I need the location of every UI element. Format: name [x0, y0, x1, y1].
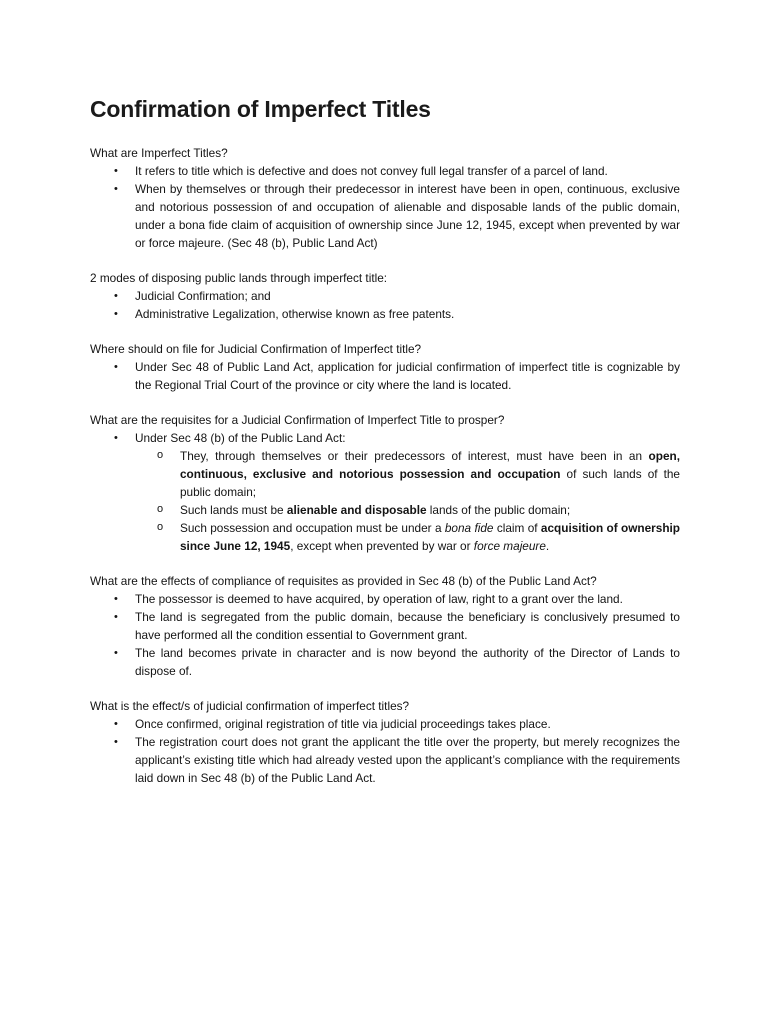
bullet-icon: •: [114, 647, 118, 659]
text-run: Such possession and occupation must be under a: [180, 521, 445, 535]
text-run-italic: bona fide: [444, 521, 494, 535]
bullet-icon: •: [114, 736, 118, 748]
list-item: [90, 644, 680, 680]
section-question: 2 modes of disposing public lands through imperfect title:: [90, 271, 388, 285]
text-run: of such lands of the public domain;: [180, 467, 680, 499]
list-item: [90, 162, 680, 180]
list-item: [90, 715, 680, 733]
section-where-to-file: [90, 340, 680, 394]
list-item-text: The land is segregated from the public domain, because the beneficiary is conclusively presumed to have performed all the condition essential to Government grant.: [135, 610, 680, 642]
list-item-text: Once confirmed, original registration of title via judicial proceedings takes place.: [135, 717, 551, 731]
list-item: [90, 358, 680, 394]
list-item-text: The possessor is deemed to have acquired, by operation of law, right to a grant over the land.: [135, 592, 623, 606]
list-item-text: Under Sec 48 (b) of the Public Land Act:: [135, 431, 346, 445]
bullet-list: [90, 590, 680, 680]
section-requisites: [90, 411, 680, 555]
text-run-bold: open, continuous, exclusive and notorious possession and occupation: [180, 449, 680, 481]
bullet-icon: •: [114, 718, 118, 730]
list-item-text: When by themselves or through their predecessor in interest have been in open, continuous, exclusive and notorious possession of and occupation of alienable and disposable lands of the public domain, under a bona fide claim of acquisition of ownership since June 12, 1945, except when prevented by war or force majeure. (Sec 48 (b), Public Land Act): [135, 182, 680, 250]
list-item: [90, 429, 680, 555]
section-modes: [90, 269, 680, 323]
list-item-text: Judicial Confirmation; and: [135, 289, 271, 303]
text-run-bold: alienable and disposable: [286, 503, 427, 517]
section-question: What are Imperfect Titles?: [90, 146, 228, 160]
sub-list-item: [135, 501, 680, 519]
list-item: [90, 180, 680, 252]
list-item: [90, 733, 680, 787]
circle-bullet-icon: o: [157, 449, 164, 461]
list-item-text: Under Sec 48 of Public Land Act, application for judicial confirmation of imperfect title is cognizable by the Regional Trial Court of the province or city where the land is located.: [135, 360, 680, 392]
sub-list-item: [135, 519, 680, 555]
document-body: [90, 94, 680, 804]
list-item: [90, 305, 680, 323]
bullet-icon: •: [114, 165, 118, 177]
circle-bullet-icon: o: [157, 521, 164, 533]
text-run: .: [545, 539, 550, 553]
section-effect-of-confirmation: [90, 697, 680, 787]
section-question: What are the effects of compliance of requisites as provided in Sec 48 (b) of the Public Land Act?: [90, 574, 597, 588]
document-title: Confirmation of Imperfect Titles: [90, 96, 431, 122]
bullet-icon: •: [114, 290, 118, 302]
section-question: Where should on file for Judicial Confirmation of Imperfect title?: [90, 342, 422, 356]
list-item: [90, 287, 680, 305]
bullet-icon: •: [114, 593, 118, 605]
bullet-icon: •: [114, 432, 118, 444]
section-question: What is the effect/s of judicial confirmation of imperfect titles?: [90, 699, 410, 713]
section-effects-of-compliance: [90, 572, 680, 680]
bullet-icon: •: [114, 183, 118, 195]
text-run: , except when prevented by war or: [290, 539, 474, 553]
text-run: They, through themselves or their predecessors of interest, must have been in an: [180, 449, 649, 463]
list-item: [90, 608, 680, 644]
text-run: lands of the public domain;: [426, 503, 571, 517]
sub-list-item: [135, 447, 680, 501]
list-item-text: Administrative Legalization, otherwise known as free patents.: [135, 307, 455, 321]
sub-bullet-list: [135, 447, 680, 555]
list-item-text: The land becomes private in character and is now beyond the authority of the Director of Lands to dispose of.: [135, 646, 680, 678]
bullet-icon: •: [114, 308, 118, 320]
text-run-italic: force majeure: [473, 539, 546, 553]
text-run: Such lands must be: [180, 503, 287, 517]
bullet-list: [90, 429, 680, 555]
list-item: [90, 590, 680, 608]
circle-bullet-icon: o: [157, 503, 164, 515]
bullet-list: [90, 287, 680, 323]
text-run-bold: since June 12, 1945: [180, 539, 291, 553]
bullet-list: [90, 715, 680, 787]
bullet-list: [90, 162, 680, 252]
list-item-text: It refers to title which is defective and does not convey full legal transfer of a parcel of land.: [135, 164, 608, 178]
list-item-text: The registration court does not grant the applicant the title over the property, but merely recognizes the applicant’s existing title which had already vested upon the applicant’s compliance with the requirements laid down in Sec 48 (b) of the Public Land Act.: [135, 735, 680, 785]
bullet-icon: •: [114, 611, 118, 623]
section-imperfect-titles: [90, 144, 680, 252]
section-question: What are the requisites for a Judicial Confirmation of Imperfect Title to prosper?: [90, 413, 505, 427]
text-run-bold: acquisition of ownership: [540, 521, 681, 535]
bullet-icon: •: [114, 361, 118, 373]
text-run: claim of: [493, 521, 541, 535]
bullet-list: [90, 358, 680, 394]
